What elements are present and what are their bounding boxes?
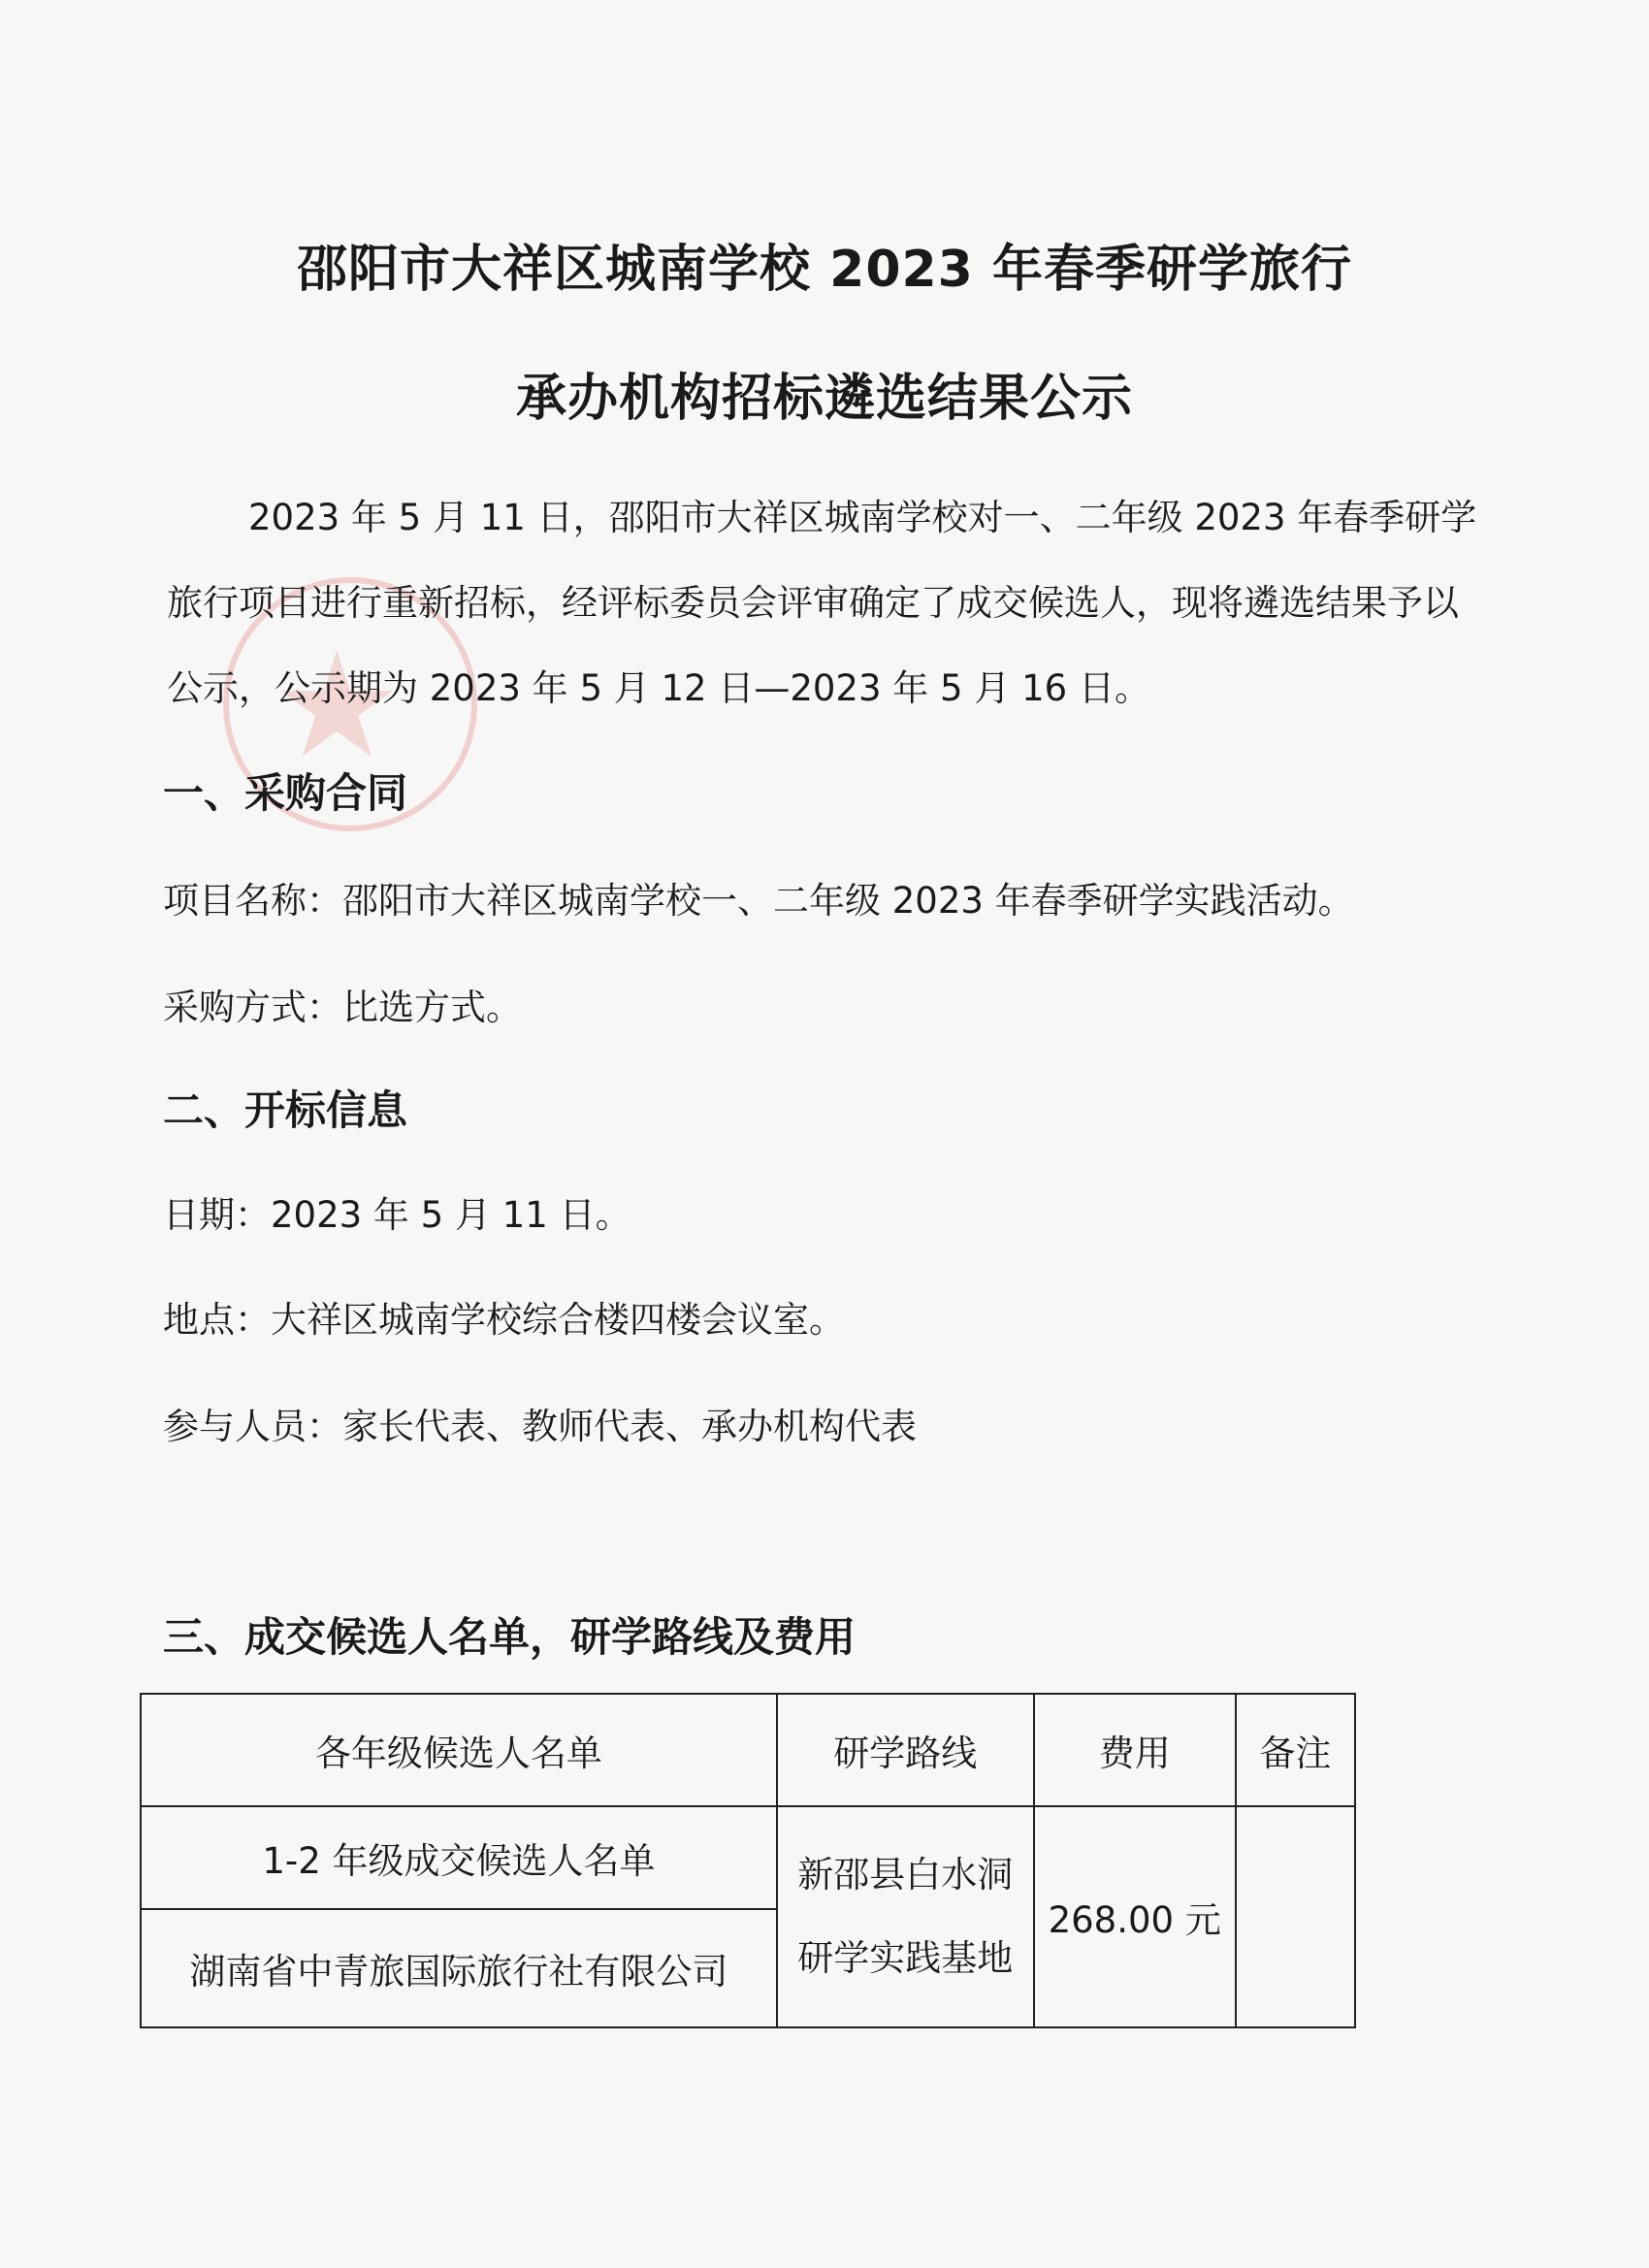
seal-star-icon: ★ xyxy=(272,622,403,791)
table-row xyxy=(141,1806,1355,1909)
grade-group-label: 1-2 年级成交候选人名单 xyxy=(141,1806,777,1909)
route-line-1: 新邵县白水洞 xyxy=(797,1854,1014,1895)
participants: 参与人员：家长代表、教师代表、承办机构代表 xyxy=(163,1406,917,1447)
table-header-row xyxy=(141,1694,1355,1806)
study-route xyxy=(777,1806,1034,2027)
header-note: 备注 xyxy=(1236,1694,1355,1806)
project-name: 项目名称：邵阳市大祥区城南学校一、二年级 2023 年春季研学实践活动。 xyxy=(163,880,1354,922)
header-fee: 费用 xyxy=(1034,1694,1236,1806)
candidate-name: 湖南省中青旅国际旅行社有限公司 xyxy=(141,1909,777,2027)
route-line-2: 研学实践基地 xyxy=(797,1937,1014,1979)
fee-cell: 268.00 元 xyxy=(1034,1806,1236,2027)
section-2-heading: 二、开标信息 xyxy=(163,1086,408,1134)
procurement-method: 采购方式：比选方式。 xyxy=(163,987,522,1028)
section-1-heading: 一、采购合同 xyxy=(163,769,408,817)
results-table xyxy=(140,1693,1356,2028)
header-route: 研学路线 xyxy=(777,1694,1034,1806)
bid-date: 日期：2023 年 5 月 11 日。 xyxy=(163,1194,631,1236)
section-3-heading: 三、成交候选人名单，研学路线及费用 xyxy=(163,1613,857,1661)
note-cell xyxy=(1236,1806,1355,2027)
intro-paragraph: 2023 年 5 月 11 日，邵阳市大祥区城南学校对一、二年级 2023 年春季研学旅行项目进行重新招标，经评标委员会评审确定了成交候选人，现将遴选结果予以公示，公示期为 2023 年 5 月 12 日—2023 年 5 月 16 日。 xyxy=(167,497,1477,709)
bid-location: 地点：大祥区城南学校综合楼四楼会议室。 xyxy=(163,1299,845,1341)
title-line-2: 承办机构招标遴选结果公示 xyxy=(515,370,1133,428)
title-line-1: 邵阳市大祥区城南学校 2023 年春季研学旅行 xyxy=(297,241,1352,299)
header-candidates: 各年级候选人名单 xyxy=(141,1694,777,1806)
